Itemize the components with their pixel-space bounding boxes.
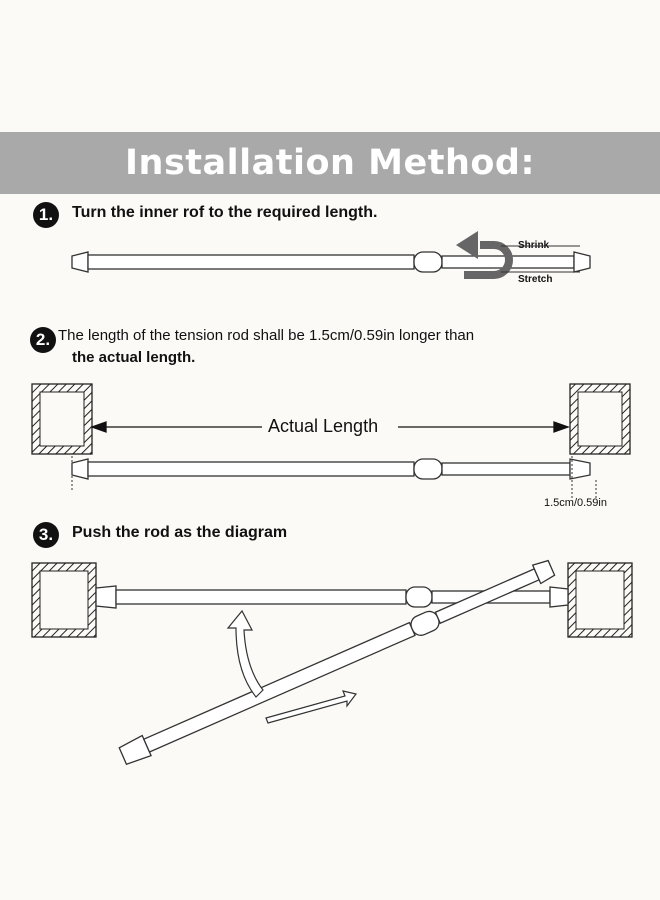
actual-length-arrow (92, 422, 568, 432)
rod-end-cap-left (72, 252, 88, 272)
wall-box-right-3 (568, 563, 632, 637)
extra-length-label: 1.5cm/0.59in (544, 497, 607, 509)
rod-end-cap-right (570, 459, 590, 479)
stretch-label: Stretch (518, 274, 553, 285)
step-3-angled-rod (118, 558, 555, 766)
rod-outer-tube (144, 623, 415, 752)
step-3-number: 3. (33, 522, 59, 548)
rod-end-cap-left (72, 459, 88, 479)
rod-end-cap-left (96, 586, 116, 608)
step-2-number: 2. (30, 327, 56, 353)
push-direction-arrow-icon (266, 691, 356, 723)
rod-outer-tube (116, 590, 406, 604)
rod-end-cap-right (550, 587, 568, 607)
rod-outer-tube (88, 462, 414, 476)
rod-joint (414, 252, 442, 272)
step-3-text: Push the rod as the diagram (72, 524, 288, 541)
curved-up-arrow-icon (228, 611, 263, 697)
rod-joint (414, 459, 442, 479)
wall-box-left-3 (32, 563, 96, 637)
rod-joint (406, 587, 432, 607)
wall-box-left-2 (32, 384, 92, 454)
step-1-number: 1. (33, 202, 59, 228)
wall-box-right-2 (570, 384, 630, 454)
page-title: Installation Method: (125, 143, 535, 183)
step-1-text: Turn the inner rof to the required length. (72, 204, 378, 221)
step-2-text-line2: the actual length. (72, 349, 196, 366)
step-2-text-line1: The length of the tension rod shall be 1.5cm/0.59in longer than (58, 327, 475, 344)
actual-length-label: Actual Length (268, 416, 379, 436)
shrink-label: Shrink (518, 240, 550, 251)
rod-outer-tube (88, 255, 414, 269)
rod-inner-tube (442, 463, 570, 475)
step-2-rod (72, 459, 590, 479)
rod-end-cap-right (574, 252, 590, 272)
